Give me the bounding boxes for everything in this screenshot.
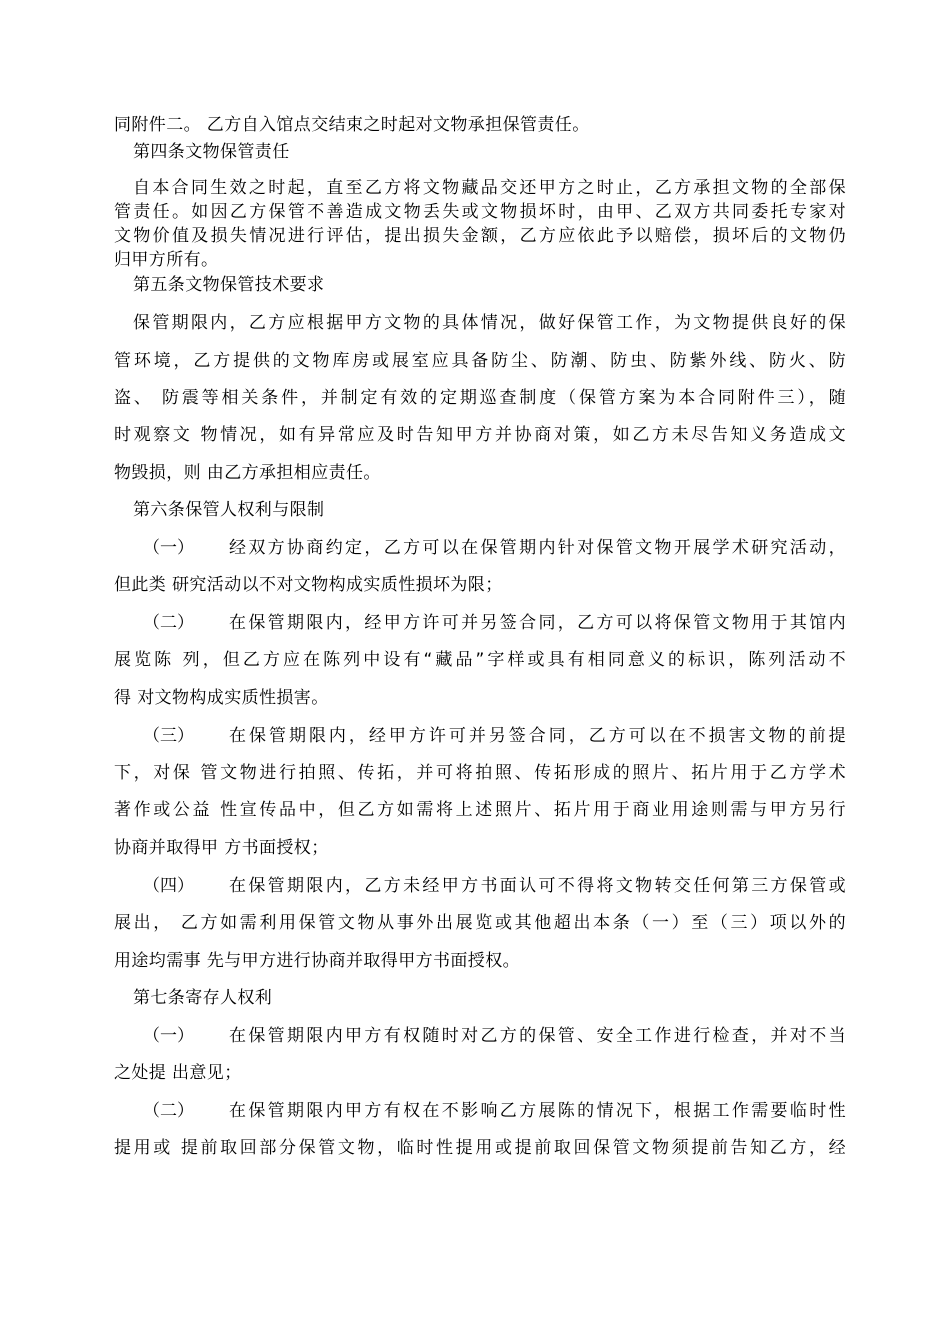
item-marker: （二）	[143, 613, 194, 633]
text-line: 展览陈 列，但乙方应在陈列中设有“藏品”字样或具有相同意义的标识，陈列活动不	[114, 650, 846, 670]
text-line: 得 对文物构成实质性损害。	[114, 688, 329, 708]
text-line: 下，对保 管文物进行拍照、传拓，并可将拍照、传拓形成的照片、拓片用于乙方学术	[114, 763, 846, 783]
text-line: 归甲方所有。	[114, 250, 219, 270]
section-heading: 第六条保管人权利与限制	[133, 500, 325, 520]
text-line: 用途均需事 先与甲方进行协商并取得甲方书面授权。	[114, 951, 521, 971]
text-line: 在保管期限内，经甲方许可并另签合同，乙方可以将保管文物用于其馆内	[229, 613, 846, 633]
text-line: 管责任。如因乙方保管不善造成文物丢失或文物损坏时，由甲、乙双方共同委托专家对	[114, 202, 846, 222]
section-heading: 第七条寄存人权利	[133, 988, 273, 1008]
text-line: 在保管期限内，经甲方许可并另签合同，乙方可以在不损害文物的前提	[229, 726, 846, 746]
section-heading: 第四条文物保管责任	[133, 142, 290, 162]
text-line: 协商并取得甲 方书面授权；	[114, 838, 329, 858]
text-line: 之处提 出意见；	[114, 1063, 242, 1083]
item-marker: （三）	[143, 726, 194, 746]
text-line: 在保管期限内甲方有权在不影响乙方展陈的情况下，根据工作需要临时性	[229, 1101, 846, 1121]
text-line: 在保管期限内，乙方未经甲方书面认可不得将文物转交任何第三方保管或	[229, 876, 846, 896]
text-line: 保管期限内，乙方应根据甲方文物的具体情况，做好保管工作，为文物提供良好的保	[133, 313, 846, 333]
item-marker: （二）	[143, 1101, 194, 1121]
text-line: 时观察文 物情况，如有异常应及时告知甲方并协商对策，如乙方未尽告知义务造成文	[114, 425, 846, 445]
text-line: 提用或 提前取回部分保管文物，临时性提用或提前取回保管文物须提前告知乙方，经	[114, 1138, 846, 1158]
text-line: 盗、 防震等相关条件，并制定有效的定期巡查制度（保管方案为本合同附件三），随	[114, 388, 846, 408]
text-line: 经双方协商约定，乙方可以在保管期内针对保管文物开展学术研究活动，	[229, 538, 846, 558]
item-marker: （四）	[143, 876, 194, 896]
text-line: 展出， 乙方如需利用保管文物从事外出展览或其他超出本条（一）至（三）项以外的	[114, 913, 846, 933]
text-line: 著作或公益 性宣传品中，但乙方如需将上述照片、拓片用于商业用途则需与甲方另行	[114, 800, 846, 820]
section-heading: 第五条文物保管技术要求	[133, 275, 325, 295]
text-line: 同附件二。 乙方自入馆点交结束之时起对文物承担保管责任。	[114, 115, 590, 135]
item-marker: （一）	[143, 1026, 194, 1046]
text-line: 物毁损，则 由乙方承担相应责任。	[114, 463, 381, 483]
text-line: 自本合同生效之时起，直至乙方将文物藏品交还甲方之时止，乙方承担文物的全部保	[133, 178, 846, 198]
text-line: 在保管期限内甲方有权随时对乙方的保管、安全工作进行检查，并对不当	[229, 1026, 846, 1046]
text-line: 文物价值及损失情况进行评估，提出损失金额，乙方应依此予以赔偿，损坏后的文物仍	[114, 226, 846, 246]
text-line: 但此类 研究活动以不对文物构成实质性损坏为限；	[114, 575, 503, 595]
text-line: 管环境，乙方提供的文物库房或展室应具备防尘、防潮、防虫、防紫外线、防火、防	[114, 351, 846, 371]
item-marker: （一）	[143, 538, 194, 558]
